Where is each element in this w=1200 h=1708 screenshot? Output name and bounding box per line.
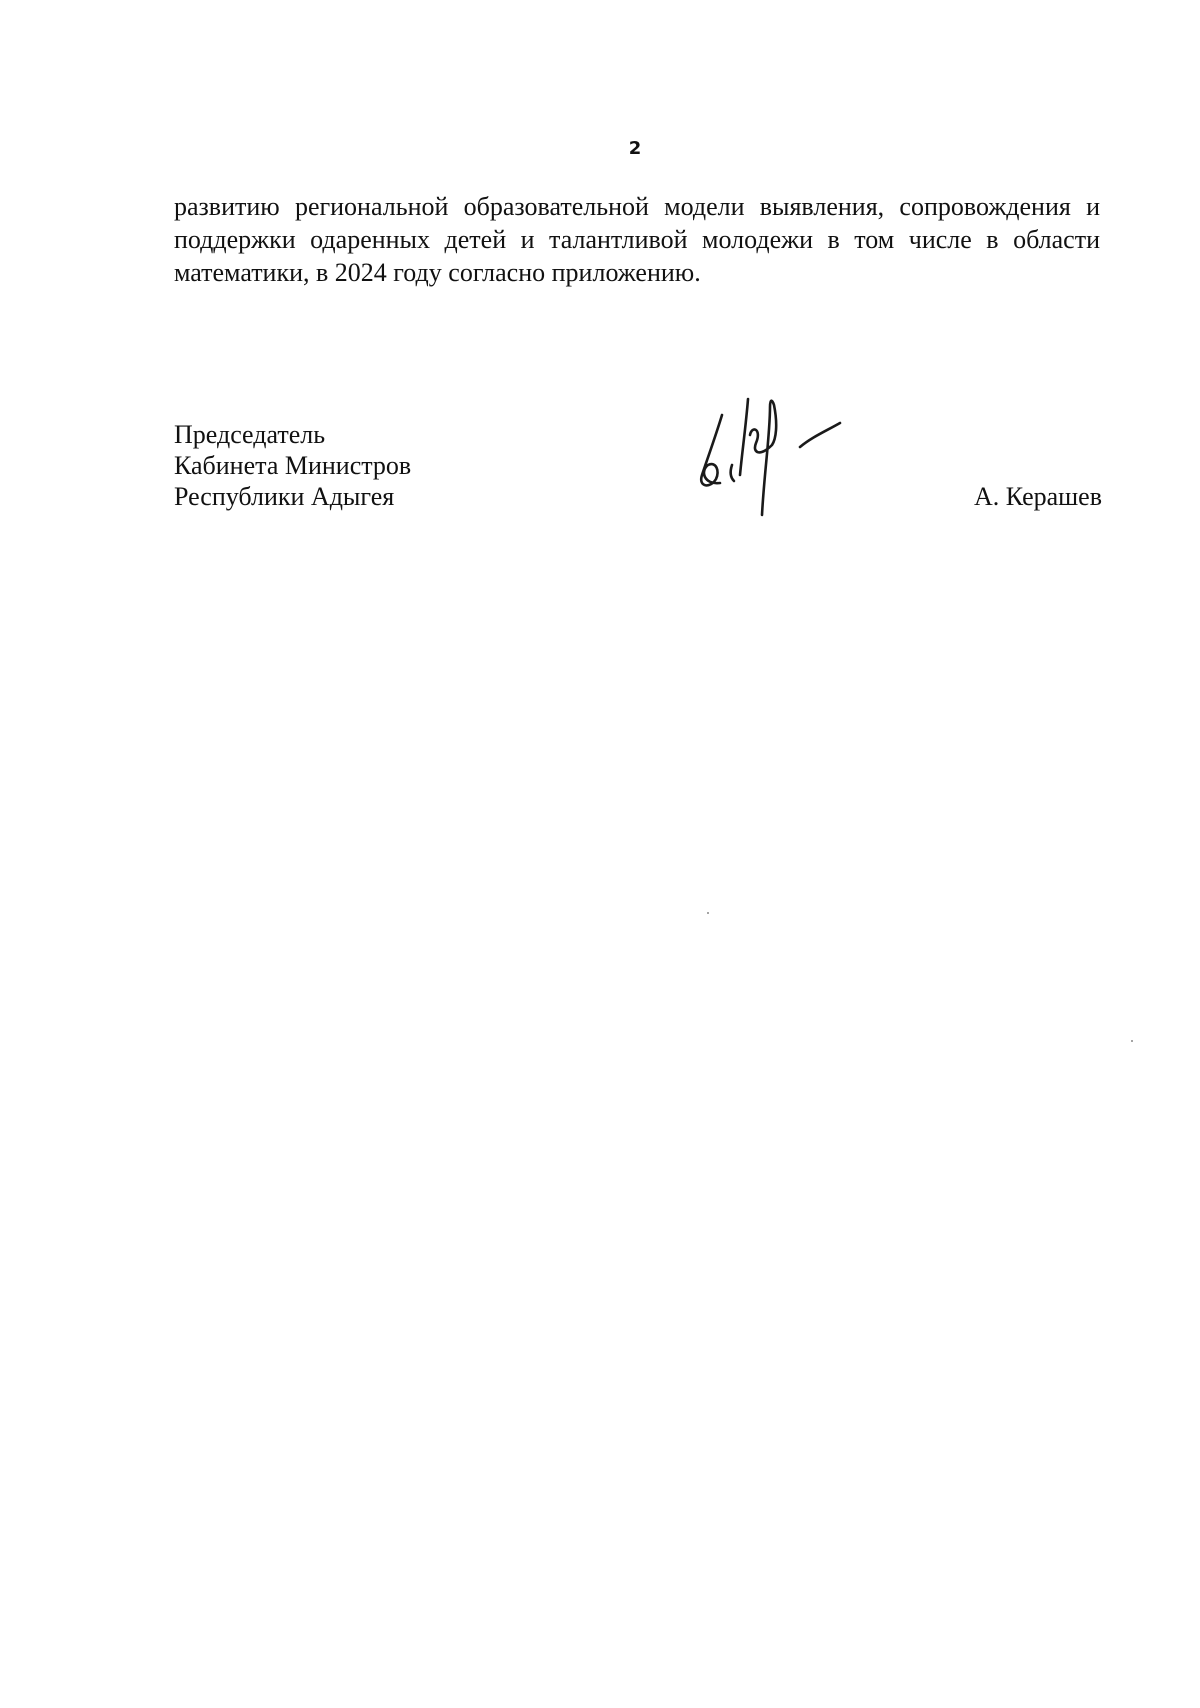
signatory-name: А. Керашев	[973, 482, 1102, 511]
paragraph-text: развитию региональной образовательной модели выявления, сопровождения и поддержки одаренных детей и талантливой молодежи в том числе в области математики, в 2024 году согласно приложению.	[174, 192, 1100, 287]
position-line-1: Председатель	[174, 420, 326, 449]
handwritten-signature	[690, 395, 870, 535]
signatory-position	[174, 419, 411, 512]
scan-speck	[707, 912, 709, 914]
body-paragraph	[174, 190, 1100, 289]
position-line-2: Кабинета Министров	[174, 451, 412, 480]
scan-speck	[1131, 1040, 1133, 1042]
position-line-3: Республики Адыгея	[174, 482, 395, 511]
page-number: 2	[628, 138, 642, 159]
